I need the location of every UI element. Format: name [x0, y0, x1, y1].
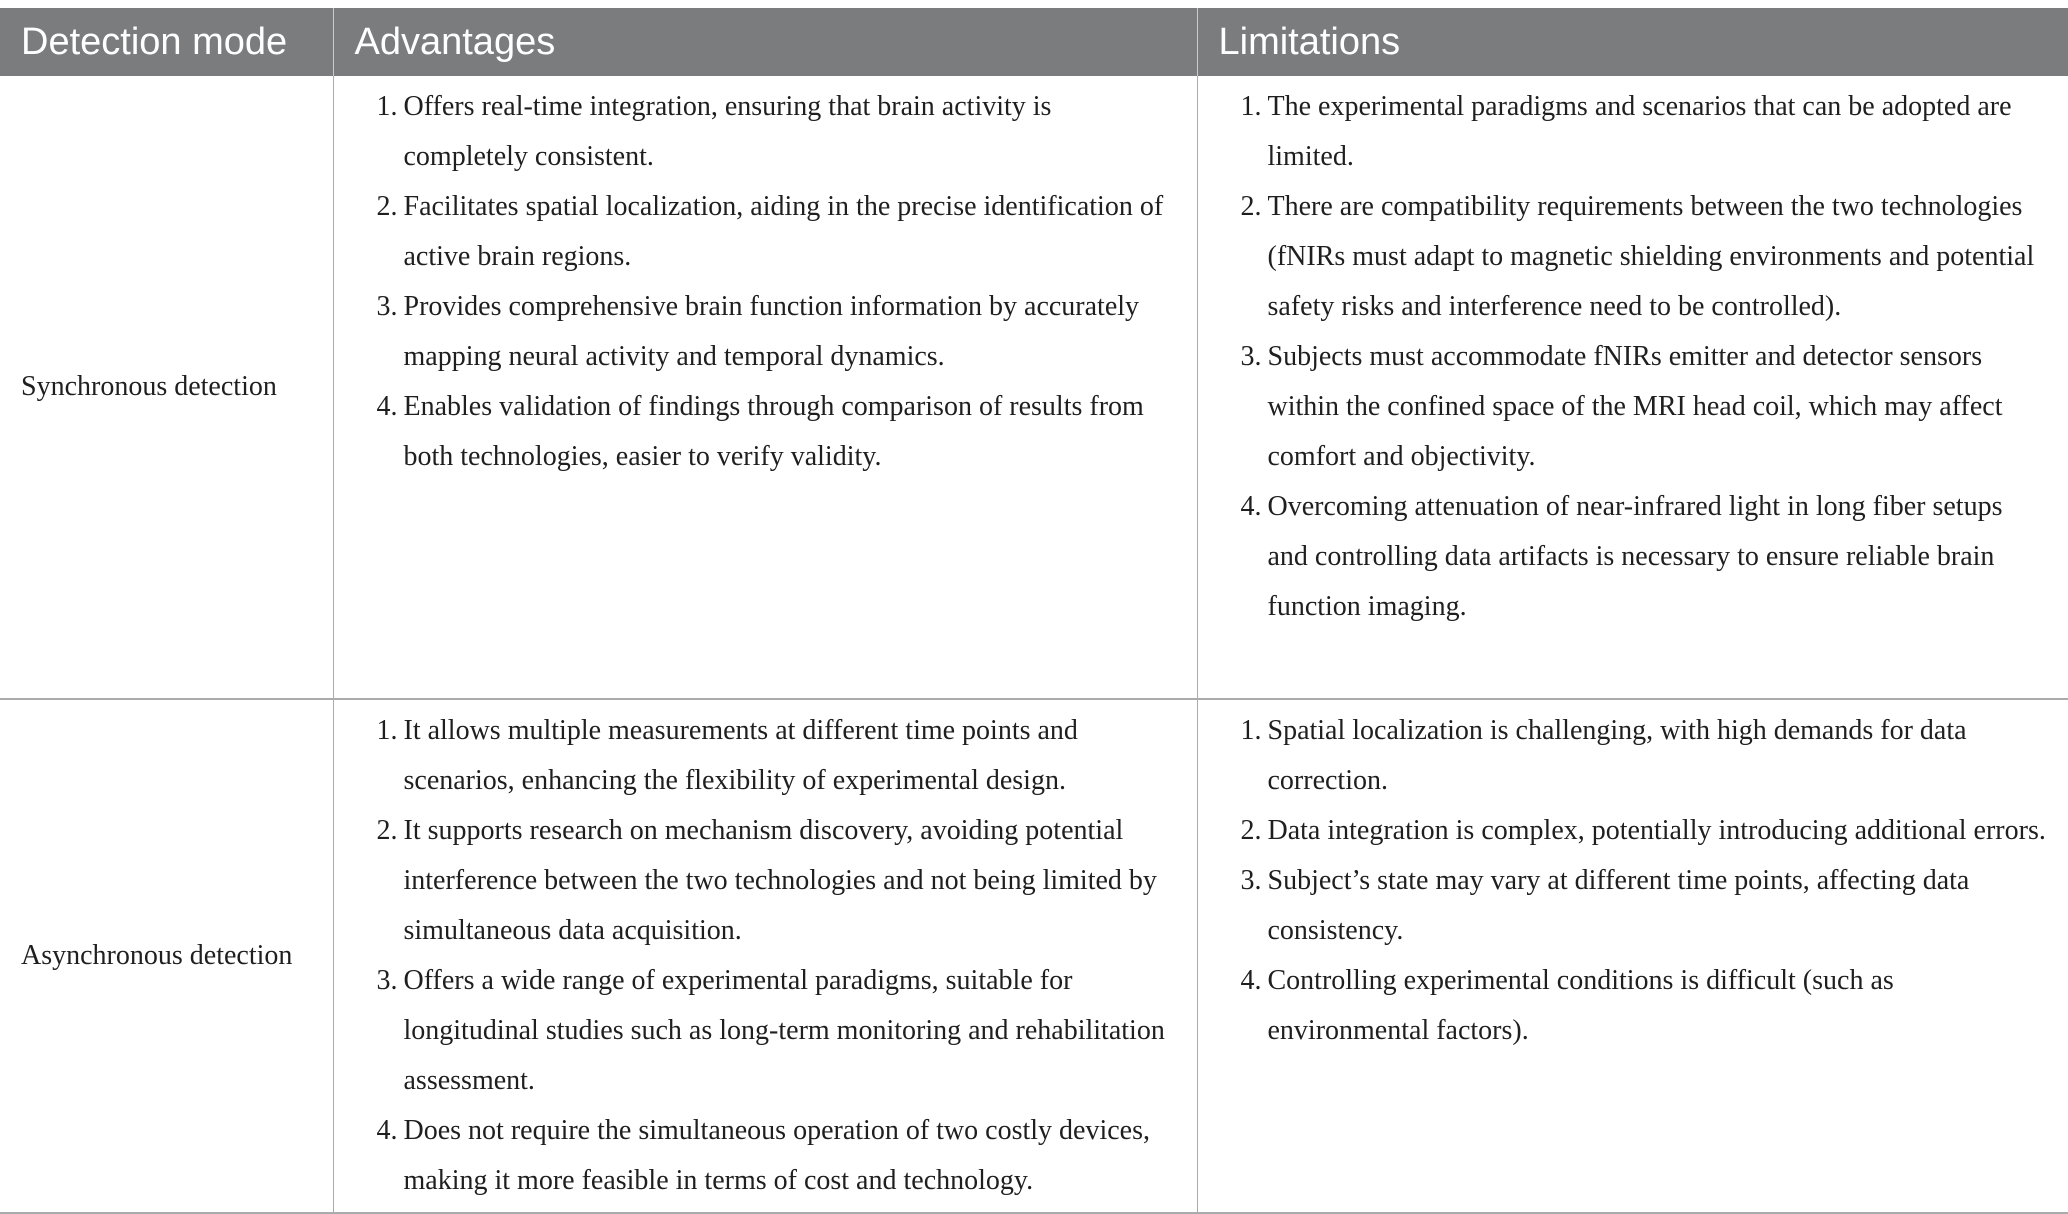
item-number: 1.: [376, 715, 398, 746]
advantages-list: [354, 706, 1169, 1206]
item-text: Offers a wide range of experimental paradigms, suitable for longitudinal studies such as long-term monitoring and rehabilitation assessment.: [403, 965, 1165, 1096]
list-item: [354, 1106, 1169, 1206]
item-number: 4.: [376, 1115, 398, 1146]
item-text: Data integration is complex, potentially introducing additional errors.: [1267, 815, 2046, 846]
list-item: [1218, 332, 2049, 482]
item-number: 2.: [1240, 191, 1262, 222]
comparison-table-container: [0, 8, 2068, 1214]
list-item: [1218, 806, 2049, 856]
item-number: 4.: [376, 391, 398, 422]
item-number: 2.: [1240, 815, 1262, 846]
list-item: [354, 806, 1169, 956]
advantages-cell: [333, 699, 1197, 1213]
item-number: 2.: [376, 191, 398, 222]
list-item: [1218, 706, 2049, 806]
list-item: [1218, 482, 2049, 632]
item-number: 3.: [376, 965, 398, 996]
item-text: Offers real-time integration, ensuring that brain activity is completely consistent.: [403, 91, 1052, 172]
item-number: 3.: [376, 291, 398, 322]
item-number: 2.: [376, 815, 398, 846]
advantages-list: [354, 82, 1169, 482]
header-advantages: Advantages: [333, 8, 1197, 76]
item-text: The experimental paradigms and scenarios that can be adopted are limited.: [1267, 91, 2012, 172]
item-text: Overcoming attenuation of near-infrared light in long fiber setups and controlling data artifacts is necessary to ensure reliable brain function imaging.: [1267, 491, 2003, 622]
item-text: Facilitates spatial localization, aiding in the precise identification of active brain regions.: [403, 191, 1164, 272]
item-text: It allows multiple measurements at different time points and scenarios, enhancing the flexibility of experimental design.: [403, 715, 1078, 796]
limitations-list: [1218, 82, 2049, 632]
table-header-row: [0, 8, 2068, 76]
table-row-synchronous: [0, 76, 2068, 699]
mode-cell: Synchronous detection: [0, 76, 333, 699]
list-item: [354, 282, 1169, 382]
item-number: 1.: [1240, 715, 1262, 746]
list-item: [354, 182, 1169, 282]
header-detection-mode: Detection mode: [0, 8, 333, 76]
list-item: [1218, 182, 2049, 332]
item-text: Subject’s state may vary at different time points, affecting data consistency.: [1267, 865, 1970, 946]
table-row-asynchronous: [0, 699, 2068, 1213]
list-item: [354, 82, 1169, 182]
list-item: [1218, 856, 2049, 956]
list-item: [1218, 82, 2049, 182]
list-item: [354, 956, 1169, 1106]
detection-mode-comparison-table: [0, 8, 2068, 1214]
list-item: [354, 706, 1169, 806]
item-number: 3.: [1240, 341, 1262, 372]
item-text: Subjects must accommodate fNIRs emitter and detector sensors within the confined space of the MRI head coil, which may affect comfort and objectivity.: [1267, 341, 2003, 472]
item-number: 1.: [376, 91, 398, 122]
item-text: Enables validation of findings through comparison of results from both technologies, easier to verify validity.: [403, 391, 1144, 472]
list-item: [354, 382, 1169, 482]
item-text: Provides comprehensive brain function information by accurately mapping neural activity and temporal dynamics.: [403, 291, 1140, 372]
item-text: Spatial localization is challenging, with high demands for data correction.: [1267, 715, 1967, 796]
item-number: 3.: [1240, 865, 1262, 896]
limitations-list: [1218, 706, 2049, 1056]
item-text: There are compatibility requirements between the two technologies (fNIRs must adapt to magnetic shielding environments and potential safety risks and interference need to be controlled).: [1267, 191, 2035, 322]
item-text: It supports research on mechanism discovery, avoiding potential interference between the two technologies and not being limited by simultaneous data acquisition.: [403, 815, 1157, 946]
mode-cell: Asynchronous detection: [0, 699, 333, 1213]
item-number: 1.: [1240, 91, 1262, 122]
item-text: Controlling experimental conditions is difficult (such as environmental factors).: [1267, 965, 1894, 1046]
item-number: 4.: [1240, 965, 1262, 996]
item-number: 4.: [1240, 491, 1262, 522]
advantages-cell: [333, 76, 1197, 699]
limitations-cell: [1197, 699, 2068, 1213]
item-text: Does not require the simultaneous operation of two costly devices, making it more feasible in terms of cost and technology.: [403, 1115, 1150, 1196]
list-item: [1218, 956, 2049, 1056]
limitations-cell: [1197, 76, 2068, 699]
header-limitations: Limitations: [1197, 8, 2068, 76]
